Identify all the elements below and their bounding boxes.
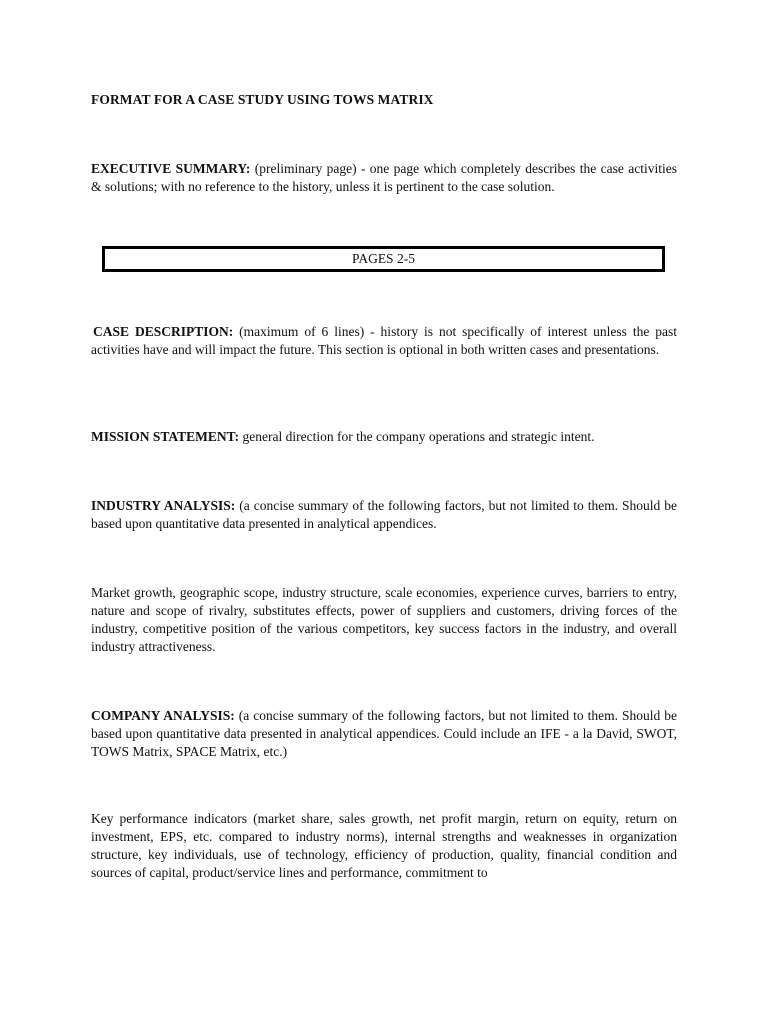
case-description-heading: CASE DESCRIPTION:	[93, 324, 234, 339]
mission-statement-text: general direction for the company operations and strategic intent.	[239, 429, 595, 444]
executive-summary-text: (preliminary page) - one page which completely describes the case activities & solutions; with no reference to the history, unless it is pertinent to the case solution.	[91, 161, 677, 194]
industry-analysis-section	[91, 497, 677, 533]
company-analysis-section	[91, 707, 677, 761]
industry-analysis-text: (a concise summary of the following factors, but not limited to them. Should be based upon quantitative data presented in analytical appendices.	[91, 498, 677, 531]
company-analysis-heading: COMPANY ANALYSIS:	[91, 708, 235, 723]
executive-summary-heading: EXECUTIVE SUMMARY:	[91, 161, 251, 176]
company-factors-paragraph: Key performance indicators (market share, sales growth, net profit margin, return on equity, return on investment, EPS, etc. compared to industry norms), internal strengths and weaknesses in organization structure, key individuals, use of technology, efficiency of production, quality, financial condition and sources of capital, product/service lines and performance, commitment to	[91, 811, 677, 880]
executive-summary-section	[91, 160, 677, 196]
mission-statement-section	[91, 428, 677, 446]
case-description-section	[91, 323, 677, 359]
pages-box: PAGES 2-5	[102, 246, 665, 272]
document-title: FORMAT FOR A CASE STUDY USING TOWS MATRIX	[91, 92, 434, 107]
case-description-text: (maximum of 6 lines) - history is not specifically of interest unless the past activities have and will impact the future. This section is optional in both written cases and presentations.	[91, 324, 677, 357]
company-analysis-text: (a concise summary of the following factors, but not limited to them. Should be based upon quantitative data presented in analytical appendices. Could include an IFE - a la David, SWOT, TOWS Matrix, SPACE Matrix, etc.)	[91, 708, 677, 759]
industry-factors-paragraph: Market growth, geographic scope, industry structure, scale economies, experience curves, barriers to entry, nature and scope of rivalry, substitutes effects, power of suppliers and customers, driving forces of the industry, competitive position of the various competitors, key success factors in the industry, and overall industry attractiveness.	[91, 585, 677, 654]
mission-statement-heading: MISSION STATEMENT:	[91, 429, 240, 444]
industry-analysis-heading: INDUSTRY ANALYSIS:	[91, 498, 236, 513]
